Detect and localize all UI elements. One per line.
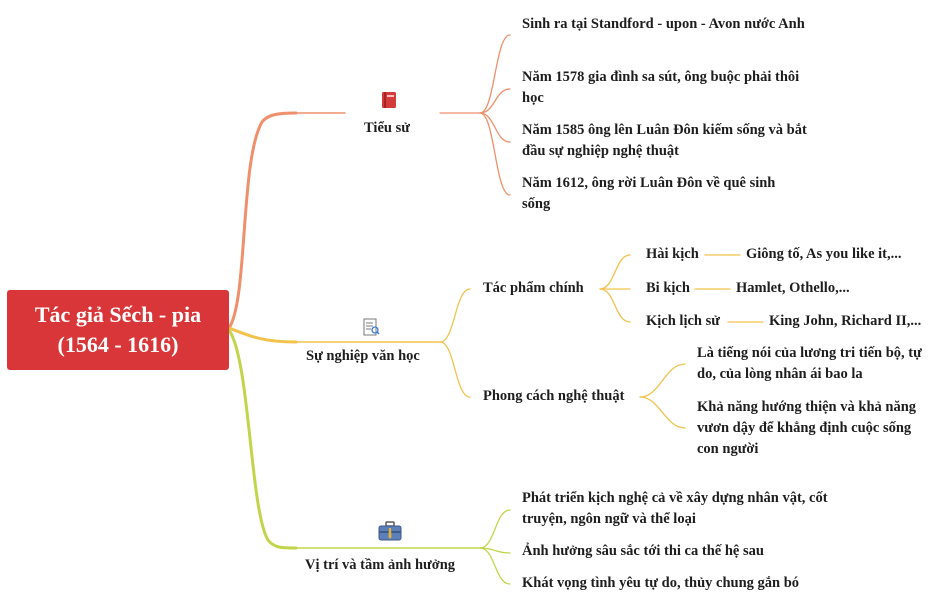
tieu-su-item-4: Năm 1612, ông rời Luân Đôn về quê sinh sống xyxy=(522,175,776,212)
connector-su-nghiep xyxy=(229,328,296,342)
connector-vi-tri xyxy=(229,330,296,548)
document-icon xyxy=(362,318,380,341)
book-icon xyxy=(381,91,397,114)
vi-tri-item-3: Khát vọng tình yêu tự do, thủy chung gắn bó xyxy=(522,575,800,591)
tac-pham-chinh-label[interactable]: Tác phẩm chính xyxy=(483,280,584,296)
connector-tieu-su xyxy=(229,113,296,328)
genre-kich-lich-su-label[interactable]: Kịch lịch sử xyxy=(646,313,720,329)
vi-tri-item-2: Ảnh hưởng sâu sắc tới thi ca thế hệ sau xyxy=(522,543,764,559)
tieu-su-item-3: Năm 1585 ông lên Luân Đôn kiếm sống và bắt đầu sự nghiệp nghệ thuật xyxy=(522,122,807,159)
root-node[interactable] xyxy=(7,290,229,370)
branch-su-nghiep-label[interactable]: Sự nghiệp văn học xyxy=(306,348,420,364)
phong-cach-item-1: Là tiếng nói của lương tri tiến bộ, tự do, của lòng nhân ái bao la xyxy=(697,345,922,382)
root-title: Tác giả Sếch - pia (1564 - 1616) xyxy=(34,302,202,357)
tieu-su-item-1: Sinh ra tại Standford - upon - Avon nước Anh xyxy=(522,16,805,32)
genre-bi-kich-works: Hamlet, Othello,... xyxy=(736,280,850,296)
briefcase-icon xyxy=(378,521,402,546)
vi-tri-item-1: Phát triển kịch nghệ cả về xây dựng nhân vật, cốt truyện, ngôn ngữ và thể loại xyxy=(522,490,828,527)
branch-tieu-su-label[interactable]: Tiểu sử xyxy=(364,120,410,136)
genre-bi-kich-label[interactable]: Bi kịch xyxy=(646,280,690,296)
tieu-su-item-2: Năm 1578 gia đình sa sút, ông buộc phải thôi học xyxy=(522,69,800,106)
phong-cach-item-2: Khả năng hướng thiện và khả năng vươn dậy để khẳng định cuộc sống con người xyxy=(697,399,917,457)
genre-hai-kich-label[interactable]: Hài kịch xyxy=(646,246,699,262)
phong-cach-label[interactable]: Phong cách nghệ thuật xyxy=(483,388,625,404)
branch-vi-tri-label[interactable]: Vị trí và tầm ảnh hưởng xyxy=(305,557,456,573)
genre-kich-lich-su-works: King John, Richard II,... xyxy=(769,313,922,329)
genre-hai-kich-works: Giông tố, As you like it,... xyxy=(746,246,902,262)
